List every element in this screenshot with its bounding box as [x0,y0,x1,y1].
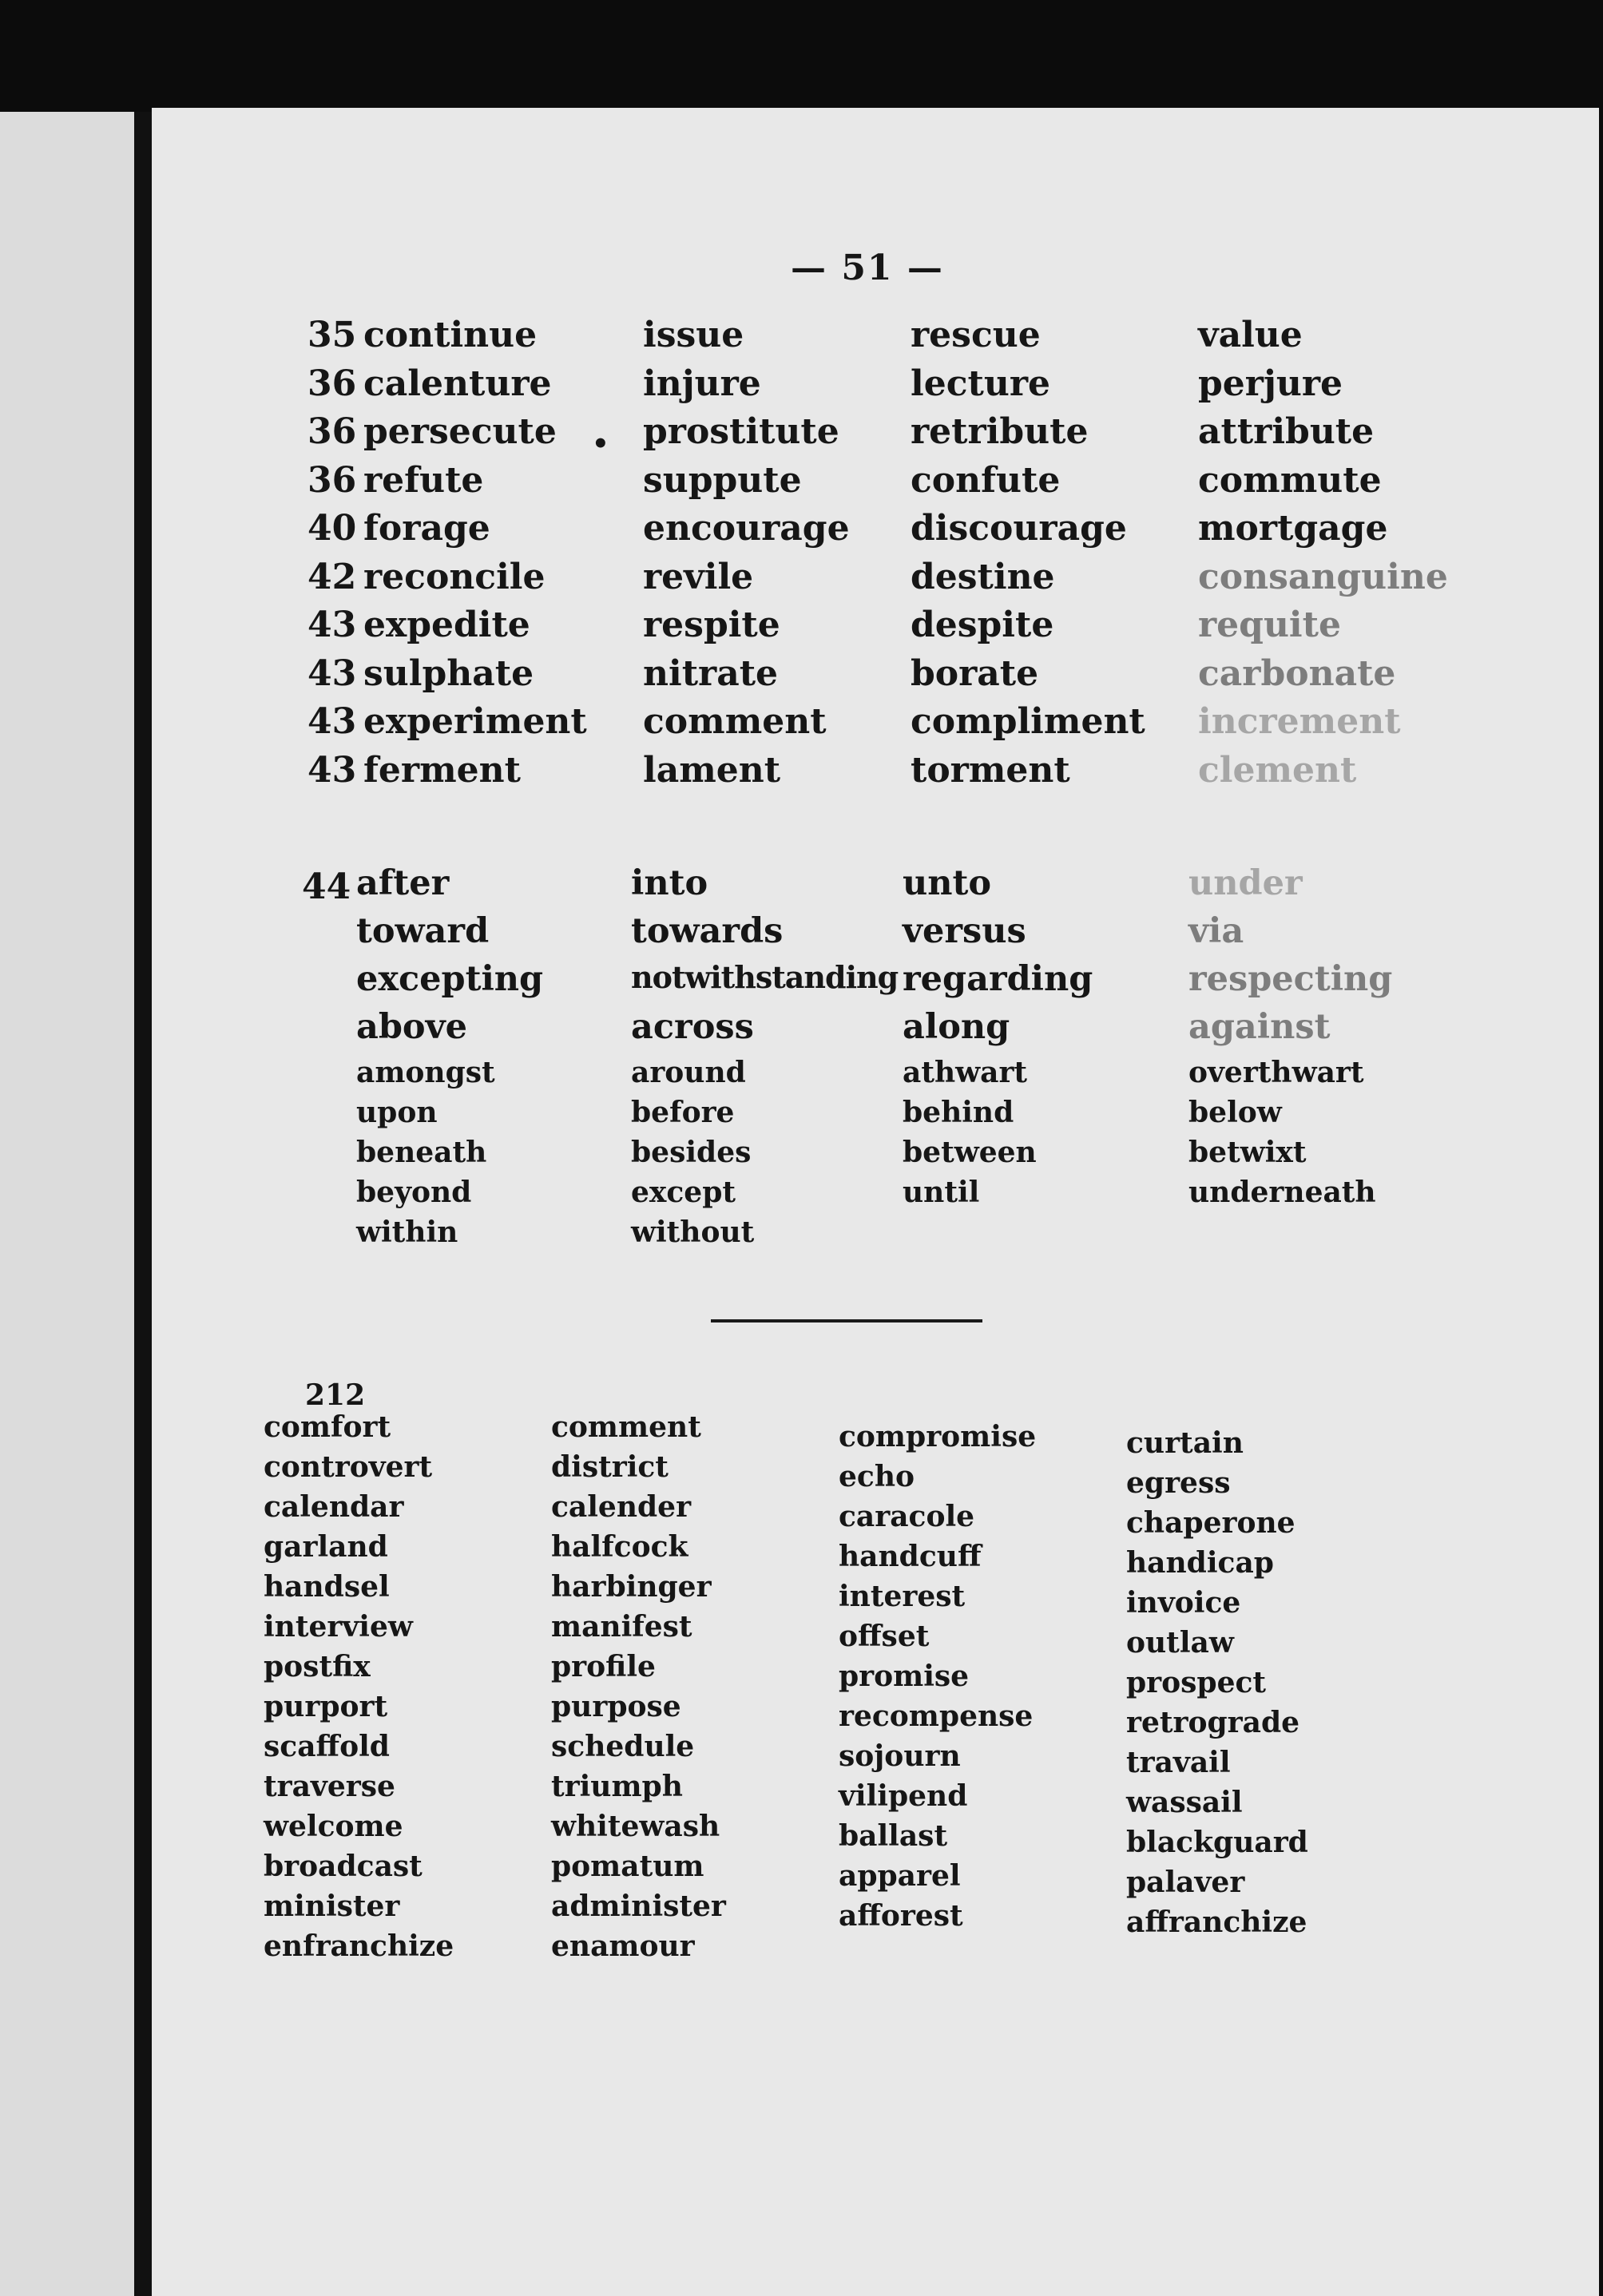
word: purport [264,1690,388,1723]
block1-row [308,315,587,367]
word: without [631,1215,755,1249]
block3-column-3 [839,1422,1036,1941]
word: under [1188,863,1303,903]
block2-column-4 [1188,863,1393,1218]
word: clement [1198,749,1357,791]
word: commute [1198,459,1382,501]
word: purpose [551,1690,681,1723]
word: increment [1198,701,1401,742]
word: prospect [1126,1666,1267,1699]
block1-row [308,363,587,415]
word: sulphate [363,652,534,694]
word: betwixt [1188,1136,1307,1169]
block2-column-3 [903,863,1093,1218]
word: before [631,1096,735,1129]
word: garland [264,1530,388,1564]
word: notwithstanding [631,959,899,995]
word: wassail [1126,1786,1243,1819]
word: comment [551,1410,701,1444]
block1-row [308,749,587,802]
word: postfix [264,1650,371,1683]
word: offset [839,1620,930,1653]
word: compliment [911,701,1145,742]
word: travail [1126,1746,1231,1779]
word: requite [1198,605,1341,645]
word: minister [264,1890,400,1923]
word: attribute [1198,411,1375,452]
word: affranchize [1126,1905,1307,1939]
word: via [1188,911,1244,951]
word: continue [363,315,538,355]
word: beneath [356,1136,487,1169]
word: towards [631,911,784,951]
word: toward [356,911,490,951]
block1-row [308,556,587,609]
block1-row [308,459,587,512]
word: chaperone [1126,1506,1295,1540]
block3-column-4 [1126,1426,1308,1948]
block1-column-2 [643,315,850,801]
entry-number: 212 [305,1378,366,1412]
page-number: — 51 — [791,248,944,288]
word: manifest [551,1610,692,1644]
word: schedule [551,1730,695,1763]
word: ballast [839,1819,948,1853]
word: broadcast [264,1850,423,1883]
entry-number: 36 [308,459,357,501]
word: nitrate [643,652,779,694]
word: injure [643,363,761,404]
word: forage [363,508,490,549]
word: discourage [911,508,1127,549]
word: underneath [1188,1176,1376,1209]
word: rescue [911,315,1041,355]
word: controvert [264,1450,433,1484]
block2-column-2 [631,863,899,1258]
word: retrograde [1126,1706,1300,1739]
block1-row [308,701,587,753]
word: unto [903,863,992,903]
word: whitewash [551,1810,720,1843]
word: perjure [1198,363,1343,404]
word: curtain [1126,1426,1244,1460]
entry-number: 43 [308,749,357,791]
word: calender [551,1490,692,1524]
entry-number: 43 [308,701,357,742]
word: after [356,863,450,903]
word: expedite [363,605,530,645]
block1-column-3 [911,315,1145,801]
word: upon [356,1096,438,1129]
word: consanguine [1198,556,1448,597]
word: compromise [839,1420,1037,1453]
word: encourage [643,508,850,549]
word: harbinger [551,1570,712,1604]
block1-row [308,652,587,705]
block3-column-1 [264,1410,454,1972]
word: into [631,863,708,903]
word: interest [839,1580,966,1613]
word: caracole [839,1500,975,1533]
entry-number: 35 [308,315,357,355]
word: traverse [264,1770,395,1803]
word: overthwart [1188,1056,1364,1089]
word: excepting [356,959,544,999]
word: against [1188,1007,1331,1047]
entry-number: 43 [308,605,357,645]
word: except [631,1176,736,1209]
adjacent-page-edge [0,112,134,2296]
word: administer [551,1890,726,1923]
stray-bullet-mark: • [592,428,609,460]
word: calendar [264,1490,404,1524]
word: around [631,1056,746,1089]
word: versus [903,911,1026,951]
entry-number: 43 [308,652,357,694]
word: along [903,1007,1010,1047]
word: across [631,1007,754,1047]
block1-row [308,508,587,560]
word: palaver [1126,1866,1245,1899]
book-spine [134,112,152,2296]
word: despite [911,605,1054,645]
word: revile [643,556,754,597]
word: calenture [363,363,552,404]
section-divider [711,1319,982,1322]
word: blackguard [1126,1826,1308,1859]
word: vilipend [839,1779,968,1813]
word: carbonate [1198,652,1396,694]
word: athwart [903,1056,1028,1089]
word: within [356,1215,458,1249]
word: interview [264,1610,413,1644]
word: beyond [356,1176,472,1209]
word: profile [551,1650,656,1683]
word: promise [839,1660,970,1693]
word: egress [1126,1466,1231,1500]
word: lecture [911,363,1050,404]
word: recompense [839,1699,1034,1733]
word: apparel [839,1859,961,1893]
word: below [1188,1096,1282,1129]
word: handcuff [839,1540,982,1573]
word: outlaw [1126,1626,1234,1660]
word: echo [839,1460,915,1493]
word: borate [911,652,1039,694]
word: pomatum [551,1850,704,1883]
word: welcome [264,1810,403,1843]
word: regarding [903,959,1093,999]
word: amongst [356,1056,495,1089]
word: triumph [551,1770,683,1803]
word: invoice [1126,1586,1241,1620]
word: between [903,1136,1037,1169]
block3-column-2 [551,1410,726,1972]
word: refute [363,459,484,501]
block1-column-4 [1198,315,1448,801]
word: above [356,1007,467,1047]
word: district [551,1450,669,1484]
word: issue [643,315,744,355]
word: experiment [363,701,587,742]
word: value [1198,315,1303,355]
word: until [903,1176,980,1209]
word: scaffold [264,1730,390,1763]
word: handicap [1126,1546,1274,1580]
entry-number: 36 [308,363,357,404]
word: ferment [363,749,521,791]
entry-number: 42 [308,556,357,597]
block2-column-1 [356,863,544,1258]
word: destine [911,556,1055,597]
word: respecting [1188,959,1393,999]
entry-number: 36 [308,411,357,452]
word: confute [911,459,1061,501]
block1-row [308,605,587,656]
word: prostitute [643,411,839,452]
entry-number: 44 [302,866,351,907]
word: persecute [363,411,557,452]
word: comment [643,701,827,742]
word: mortgage [1198,508,1388,549]
word: lament [643,749,781,791]
word: reconcile [363,556,546,597]
word: enamour [551,1929,695,1963]
word: comfort [264,1410,391,1444]
entry-number: 40 [308,508,357,549]
block1-column-1 [308,315,587,801]
word: torment [911,749,1070,791]
word: handsel [264,1570,390,1604]
word: halfcock [551,1530,688,1564]
word: suppute [643,459,802,501]
word: besides [631,1136,752,1169]
word: respite [643,605,780,645]
word: sojourn [839,1739,961,1773]
word: afforest [839,1899,963,1933]
block1-row [308,411,587,463]
word: behind [903,1096,1014,1129]
word: enfranchize [264,1929,454,1963]
word: retribute [911,411,1089,452]
